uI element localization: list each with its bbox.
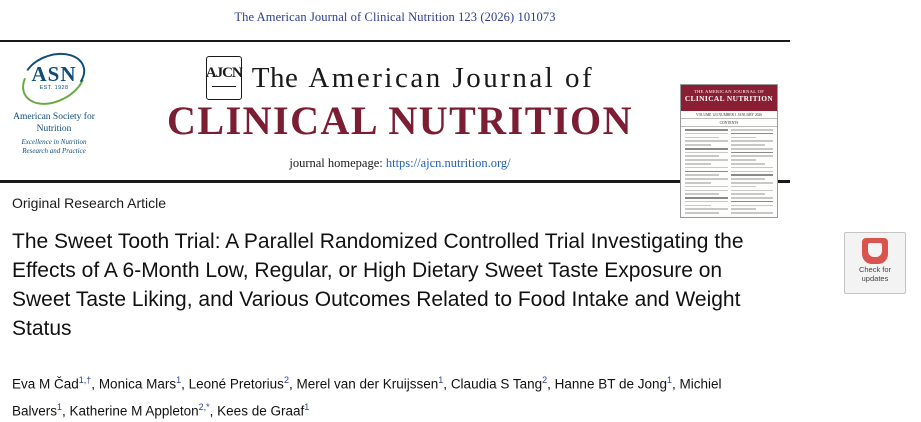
journal-title-block — [120, 56, 680, 171]
author-affiliation-marker[interactable]: 1 — [176, 375, 182, 385]
author-separator: , — [672, 376, 680, 392]
journal-emblem-letters: AJCN — [205, 65, 242, 81]
author-separator: , — [181, 376, 189, 392]
journal-title-clinical-nutrition: CLINICAL NUTRITION — [167, 98, 633, 143]
cover-masthead-band — [681, 85, 777, 111]
author-separator: , — [443, 376, 451, 392]
cover-band-line1: THE AMERICAN JOURNAL OF — [693, 89, 765, 94]
journal-title-american: American Journal of — [308, 61, 595, 94]
author-affiliation-marker[interactable]: 2,* — [198, 401, 210, 412]
journal-homepage-label: journal homepage: — [289, 156, 383, 170]
author-name[interactable]: Claudia S Tang — [450, 376, 543, 392]
author-name[interactable]: Michiel Balvers — [12, 376, 722, 418]
crossmark-shield-icon — [862, 238, 888, 264]
journal-emblem-icon — [206, 56, 242, 100]
cover-band-line2: CLINICAL NUTRITION — [684, 94, 774, 103]
author-name[interactable]: Leoné Pretorius — [188, 376, 284, 392]
author-separator: , — [288, 376, 297, 392]
author-affiliation-marker[interactable]: 1 — [667, 375, 673, 385]
asn-acronym: ASN — [31, 62, 77, 86]
author-list — [12, 369, 772, 422]
author-separator: , — [91, 376, 99, 392]
journal-homepage-link[interactable]: https://ajcn.nutrition.org/ — [385, 156, 511, 170]
journal-title-the: The — [251, 61, 299, 94]
author-separator: , — [547, 376, 555, 392]
author-name[interactable]: Merel van der Kruijssen — [296, 376, 439, 392]
author-name[interactable]: Eva M Čad — [12, 376, 79, 392]
author-separator: , — [62, 403, 70, 418]
asn-society-name: American Society for Nutrition — [13, 112, 95, 134]
journal-homepage — [120, 156, 680, 171]
crossmark-label-line1: Check for — [858, 265, 892, 274]
article-title: The Sweet Tooth Trial: A Parallel Randomized Controlled Trial Investigating the Effects of A 6-Month Low, Regular, or High Dietary Sweet Taste Exposure on Sweet Taste Liking, and Various Outcomes Related to Food Intake and Weight Status — [12, 230, 744, 340]
author-affiliation-marker[interactable]: 1,† — [78, 375, 92, 385]
asn-society-logo — [8, 52, 100, 155]
journal-masthead — [0, 40, 790, 183]
author-name[interactable]: Katherine M Appleton — [69, 403, 199, 418]
author-name[interactable]: Monica Mars — [98, 376, 177, 392]
asn-logo-icon — [12, 52, 96, 110]
author-separator: , — [209, 403, 218, 418]
author-affiliation-marker[interactable]: 1 — [304, 401, 310, 412]
cover-band-line3: VOLUME 123 NUMBER 1 JANUARY 2026 — [681, 111, 777, 119]
cover-subtitle: CONTENTS — [681, 119, 777, 127]
author-name[interactable]: Kees de Graaf — [217, 403, 305, 418]
running-head: The American Journal of Clinical Nutrition 123 (2026) 101073 — [234, 10, 556, 24]
author-affiliation-marker[interactable]: 2 — [283, 375, 289, 385]
author-name[interactable]: Hanne BT de Jong — [554, 376, 668, 392]
article-header — [12, 195, 792, 422]
asn-established: EST. 1928 — [39, 85, 69, 91]
author-affiliation-marker[interactable]: 1 — [57, 401, 63, 412]
crossmark-label-line2: updates — [861, 274, 889, 283]
author-affiliation-marker[interactable]: 2 — [542, 375, 548, 385]
asn-tagline: Excellence in Nutrition Research and Practice — [21, 138, 87, 155]
article-type: Original Research Article — [12, 195, 167, 211]
author-affiliation-marker[interactable]: 1 — [438, 375, 444, 385]
crossmark-check-for-updates-badge[interactable] — [844, 232, 906, 294]
